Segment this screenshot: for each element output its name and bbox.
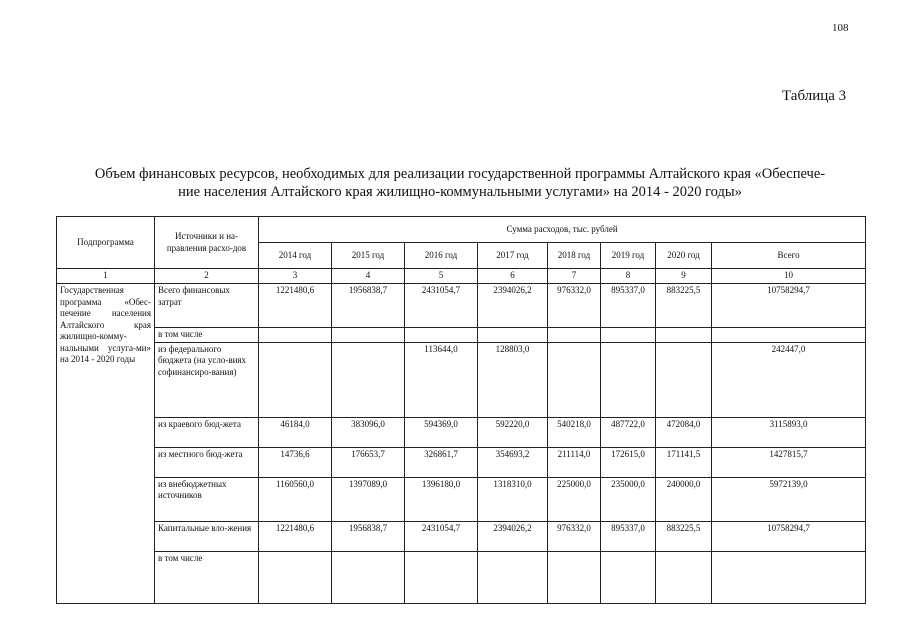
table-cell: 240000,0	[656, 477, 712, 521]
table-label: Таблица 3	[782, 88, 847, 104]
table-cell-total: 3115893,0	[712, 417, 866, 447]
table-cell-total: 10758294,7	[712, 284, 866, 328]
row-label: из внебюджетных источников	[155, 477, 259, 521]
row-label: из краевого бюд-жета	[155, 417, 259, 447]
subprogram-name: Государственная программа «Обес-печение населения Алтайского края жилищно-комму-нальными услуга-ми» на 2014 - 2020 годы	[57, 284, 155, 604]
table-cell-total: 242447,0	[712, 342, 866, 417]
table-cell-total: 5972139,0	[712, 477, 866, 521]
title-line-1: Объем финансовых ресурсов, необходимых для реализации государственной программы Алтайского края «Обеспече-	[94, 166, 826, 182]
header-year: 2019 год	[601, 243, 656, 269]
table-cell	[332, 342, 405, 417]
header-year: 2017 год	[478, 243, 548, 269]
table-cell	[405, 551, 478, 603]
table-cell: 1221480,6	[259, 521, 332, 551]
table-cell: 1397089,0	[332, 477, 405, 521]
table-cell	[548, 551, 601, 603]
column-index: 4	[332, 269, 405, 284]
table-cell	[656, 342, 712, 417]
document-title	[60, 165, 860, 201]
table-row	[57, 551, 866, 603]
table-cell: 540218,0	[548, 417, 601, 447]
column-index: 7	[548, 269, 601, 284]
table-cell: 46184,0	[259, 417, 332, 447]
column-index: 6	[478, 269, 548, 284]
table-row	[57, 447, 866, 477]
table-cell: 2394026,2	[478, 521, 548, 551]
table-cell	[332, 328, 405, 343]
table-cell: 1318310,0	[478, 477, 548, 521]
header-year: 2018 год	[548, 243, 601, 269]
row-label: из местного бюд-жета	[155, 447, 259, 477]
table-row	[57, 521, 866, 551]
header-year: 2014 год	[259, 243, 332, 269]
table-cell: 976332,0	[548, 521, 601, 551]
table-cell	[259, 551, 332, 603]
table-cell	[601, 342, 656, 417]
table-row	[57, 417, 866, 447]
table-cell	[332, 551, 405, 603]
column-index: 3	[259, 269, 332, 284]
table-cell: 1956838,7	[332, 521, 405, 551]
table-cell	[601, 328, 656, 343]
header-sum: Сумма расходов, тыс. рублей	[259, 217, 866, 243]
table-cell: 176653,7	[332, 447, 405, 477]
header-year: 2015 год	[332, 243, 405, 269]
table-cell: 211114,0	[548, 447, 601, 477]
table-cell: 976332,0	[548, 284, 601, 328]
table-cell: 14736,6	[259, 447, 332, 477]
table-cell: 235000,0	[601, 477, 656, 521]
table-cell: 2431054,7	[405, 521, 478, 551]
table-cell-total	[712, 551, 866, 603]
table-cell	[405, 328, 478, 343]
row-label: в том числе	[155, 551, 259, 603]
table-cell: 2431054,7	[405, 284, 478, 328]
column-index: 10	[712, 269, 866, 284]
table-cell: 594369,0	[405, 417, 478, 447]
table-cell: 172615,0	[601, 447, 656, 477]
table-cell: 472084,0	[656, 417, 712, 447]
column-index: 9	[656, 269, 712, 284]
table-cell	[548, 342, 601, 417]
table-cell: 225000,0	[548, 477, 601, 521]
page-number: 108	[832, 22, 849, 34]
table-cell	[259, 342, 332, 417]
header-total: Всего	[712, 243, 866, 269]
header-year: 2020 год	[656, 243, 712, 269]
table-cell	[601, 551, 656, 603]
column-index: 2	[155, 269, 259, 284]
row-label: Всего финансовых затрат	[155, 284, 259, 328]
table-cell: 326861,7	[405, 447, 478, 477]
table-cell: 1956838,7	[332, 284, 405, 328]
table-cell: 487722,0	[601, 417, 656, 447]
table-cell: 592220,0	[478, 417, 548, 447]
table-cell: 895337,0	[601, 284, 656, 328]
table-cell: 113644,0	[405, 342, 478, 417]
row-label: Капитальные вло-жения	[155, 521, 259, 551]
table-cell: 895337,0	[601, 521, 656, 551]
table-row	[57, 328, 866, 343]
table-cell	[656, 328, 712, 343]
table-cell: 171141,5	[656, 447, 712, 477]
row-label: в том числе	[155, 328, 259, 343]
table-cell	[259, 328, 332, 343]
table-cell-total: 1427815,7	[712, 447, 866, 477]
table-cell: 1221480,6	[259, 284, 332, 328]
table-cell	[478, 328, 548, 343]
table-cell	[656, 551, 712, 603]
row-label: из федерального бюджета (на усло-виях софинансиро-вания)	[155, 342, 259, 417]
column-index: 8	[601, 269, 656, 284]
header-sources: Источники и на-правления расхо-дов	[155, 217, 259, 269]
table-row	[57, 477, 866, 521]
table-cell-total: 10758294,7	[712, 521, 866, 551]
table-cell	[548, 328, 601, 343]
table-cell: 383096,0	[332, 417, 405, 447]
column-index: 1	[57, 269, 155, 284]
table-cell	[478, 551, 548, 603]
table-cell: 1396180,0	[405, 477, 478, 521]
financial-table	[56, 216, 866, 604]
title-line-2: ние населения Алтайского края жилищно-коммунальными услугами» на 2014 - 2020 годы»	[178, 184, 742, 200]
table-cell: 883225,5	[656, 521, 712, 551]
header-year: 2016 год	[405, 243, 478, 269]
table-cell: 883225,5	[656, 284, 712, 328]
table-cell: 128803,0	[478, 342, 548, 417]
header-subprogram: Подпрограмма	[57, 217, 155, 269]
table-cell: 354693,2	[478, 447, 548, 477]
table-row	[57, 342, 866, 417]
table-row	[57, 284, 866, 328]
table-cell: 1160560,0	[259, 477, 332, 521]
column-index: 5	[405, 269, 478, 284]
table-cell: 2394026,2	[478, 284, 548, 328]
table-cell-total	[712, 328, 866, 343]
